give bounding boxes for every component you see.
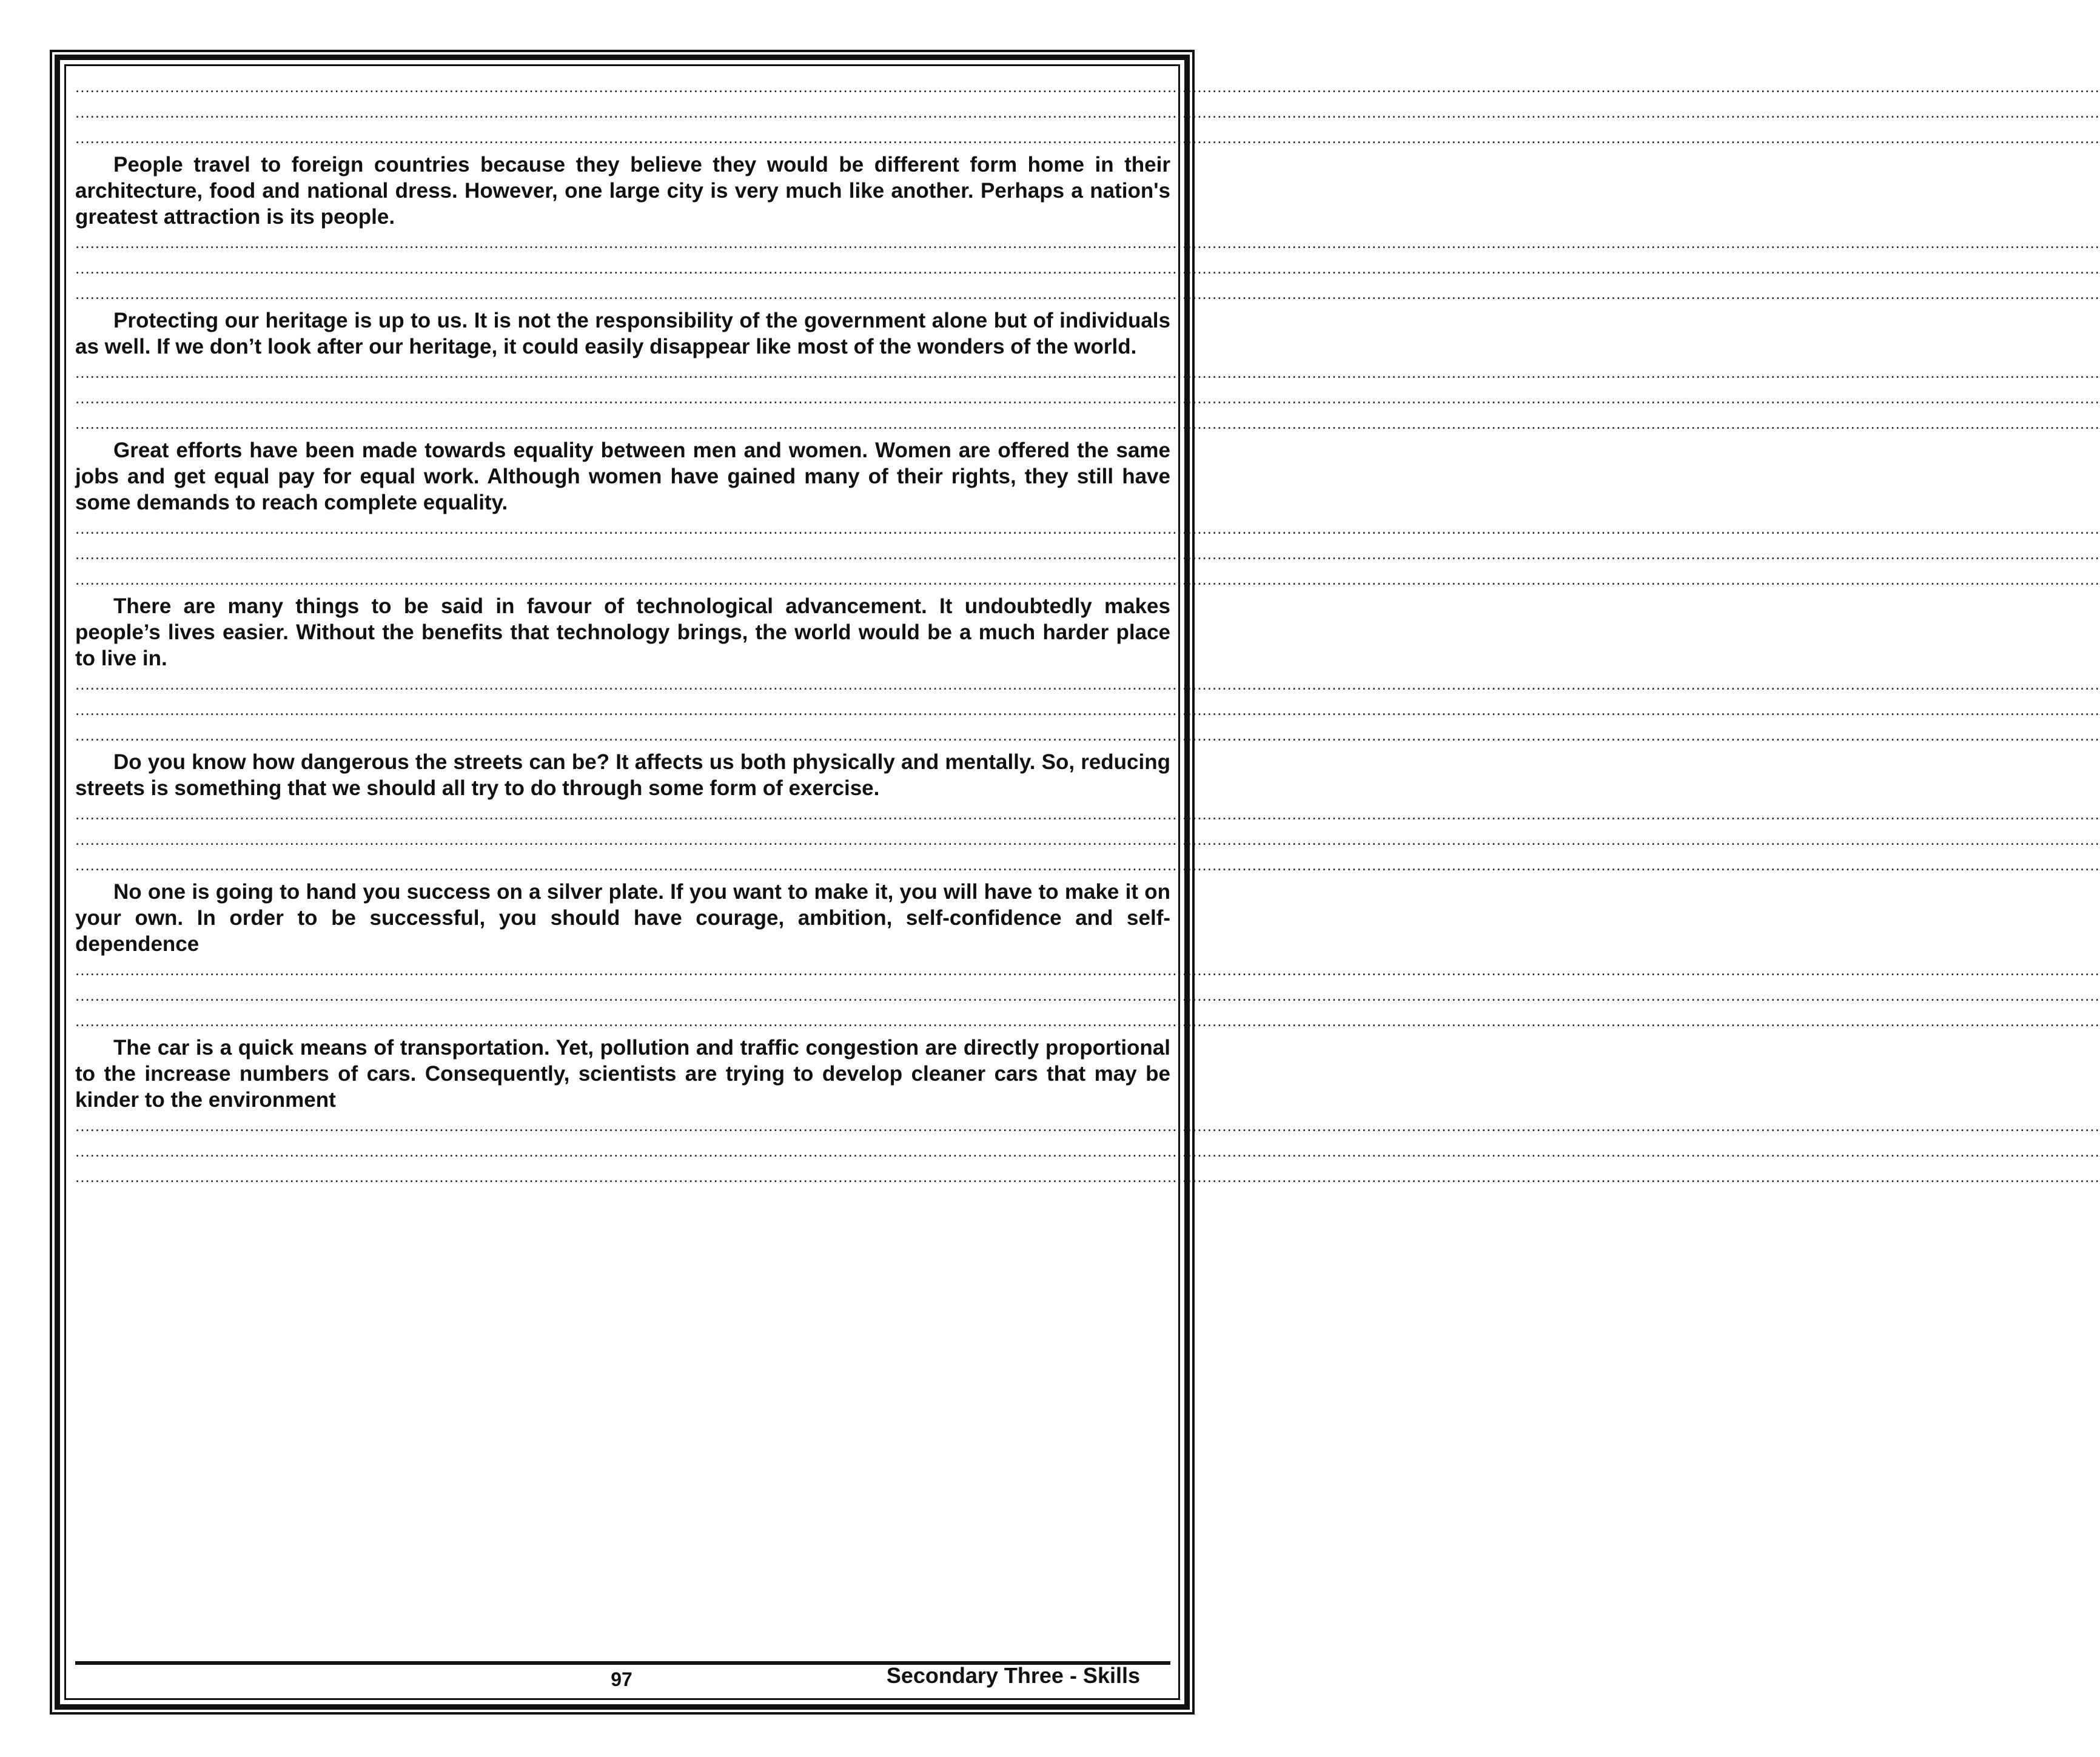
answer-line[interactable]: ...................................................................................................................................................................................................................................................................................................................................................................................................................... bbox=[75, 830, 2100, 848]
answer-line[interactable]: ...................................................................................................................................................................................................................................................................................................................................................................................................................... bbox=[75, 545, 2100, 563]
answer-line[interactable]: ...................................................................................................................................................................................................................................................................................................................................................................................................................... bbox=[75, 961, 2100, 979]
exercise-paragraph: Do you know how dangerous the streets can be? It affects us both physically and mentally. So, reducing streets is something that we should all try to do through some form of exercise. bbox=[75, 750, 1170, 800]
answer-line[interactable]: ...................................................................................................................................................................................................................................................................................................................................................................................................................... bbox=[75, 284, 2100, 303]
answer-line[interactable]: ...................................................................................................................................................................................................................................................................................................................................................................................................................... bbox=[75, 570, 2100, 588]
page-number: 97 bbox=[611, 1668, 632, 1690]
answer-line[interactable]: ...................................................................................................................................................................................................................................................................................................................................................................................................................... bbox=[75, 1167, 2100, 1186]
answer-line[interactable]: ...................................................................................................................................................................................................................................................................................................................................................................................................................... bbox=[75, 1012, 2100, 1030]
answer-line[interactable]: ...................................................................................................................................................................................................................................................................................................................................................................................................................... bbox=[75, 78, 2100, 96]
footer-title: Secondary Three - Skills bbox=[886, 1663, 1140, 1688]
exercise-paragraph: People travel to foreign countries because they believe they would be different form home in their architecture, food and national dress. However, one large city is very much like another. Perhaps a nation's greatest attraction is its people. bbox=[75, 153, 1170, 229]
answer-line[interactable]: ...................................................................................................................................................................................................................................................................................................................................................................................................................... bbox=[75, 805, 2100, 823]
answer-line[interactable]: ...................................................................................................................................................................................................................................................................................................................................................................................................................... bbox=[75, 1142, 2100, 1160]
answer-line[interactable]: ...................................................................................................................................................................................................................................................................................................................................................................................................................... bbox=[75, 414, 2100, 432]
answer-line[interactable]: ...................................................................................................................................................................................................................................................................................................................................................................................................................... bbox=[75, 700, 2100, 719]
answer-line[interactable]: ...................................................................................................................................................................................................................................................................................................................................................................................................................... bbox=[75, 726, 2100, 744]
answer-line[interactable]: ...................................................................................................................................................................................................................................................................................................................................................................................................................... bbox=[75, 986, 2100, 1004]
answer-line[interactable]: ...................................................................................................................................................................................................................................................................................................................................................................................................................... bbox=[75, 675, 2100, 693]
exercise-paragraph: Great efforts have been made towards equality between men and women. Women are offered the same jobs and get equal pay for equal work. Although women have gained many of their rights, they still have some demands to reach complete equality. bbox=[75, 438, 1170, 514]
answer-line[interactable]: ...................................................................................................................................................................................................................................................................................................................................................................................................................... bbox=[75, 259, 2100, 277]
answer-line[interactable]: ...................................................................................................................................................................................................................................................................................................................................................................................................................... bbox=[75, 233, 2100, 252]
answer-line[interactable]: ...................................................................................................................................................................................................................................................................................................................................................................................................................... bbox=[75, 389, 2100, 407]
answer-line[interactable]: ...................................................................................................................................................................................................................................................................................................................................................................................................................... bbox=[75, 856, 2100, 874]
exercise-paragraph: There are many things to be said in favour of technological advancement. It undoubtedly makes people’s lives easier. Without the benefits that technology brings, the world would be a much harder place to live in. bbox=[75, 594, 1170, 670]
worksheet-content bbox=[75, 74, 2100, 1189]
exercise-paragraph: No one is going to hand you success on a silver plate. If you want to make it, you will have to make it on your own. In order to be successful, you should have courage, ambition, self-confidence and self-dependence bbox=[75, 880, 1170, 956]
answer-line[interactable]: ...................................................................................................................................................................................................................................................................................................................................................................................................................... bbox=[75, 103, 2100, 121]
exercise-paragraph: Protecting our heritage is up to us. It is not the responsibility of the government alone but of individuals as well. If we don’t look after our heritage, it could easily disappear like most of the wonders of the world. bbox=[75, 309, 1170, 358]
answer-line[interactable]: ...................................................................................................................................................................................................................................................................................................................................................................................................................... bbox=[75, 1117, 2100, 1135]
exercise-paragraph: The car is a quick means of transportation. Yet, pollution and traffic congestion are directly proportional to the increase numbers of cars. Consequently, scientists are trying to develop cleaner cars that may be kinder to the environment bbox=[75, 1036, 1170, 1112]
answer-line[interactable]: ...................................................................................................................................................................................................................................................................................................................................................................................................................... bbox=[75, 363, 2100, 381]
answer-line[interactable]: ...................................................................................................................................................................................................................................................................................................................................................................................................................... bbox=[75, 519, 2100, 537]
answer-line[interactable]: ...................................................................................................................................................................................................................................................................................................................................................................................................................... bbox=[75, 129, 2100, 147]
